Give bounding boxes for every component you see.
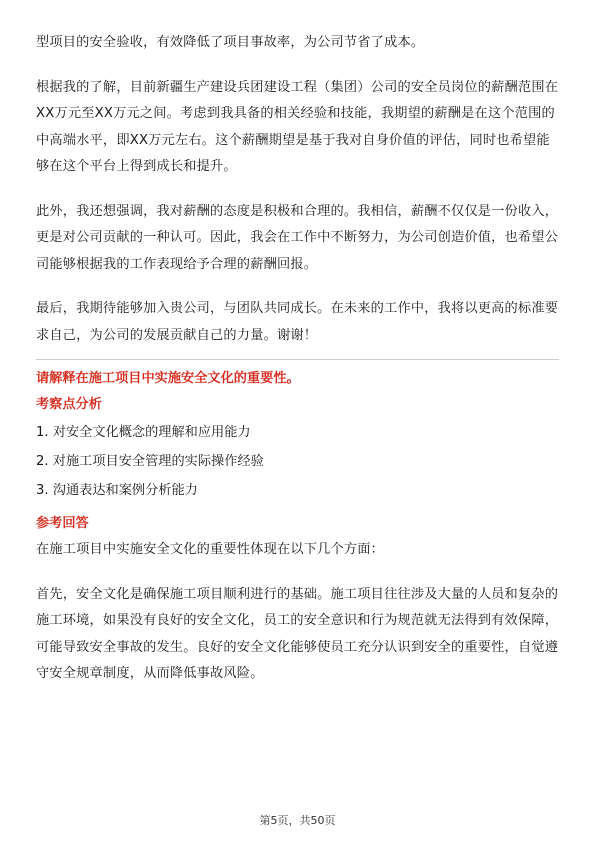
answer-title: 参考回答 xyxy=(36,516,89,531)
list-item: 2. 对施工项目安全管理的实际操作经验 xyxy=(36,454,264,469)
analysis-title: 考察点分析 xyxy=(36,397,102,412)
paragraph-salary-attitude: 此外，我还想强调，我对薪酬的态度是积极和合理的。我相信，薪酬不仅仅是一份收入，更是对公司贡献的一种认可。因此，我会在工作中不断努力，为公司创造价值，也希望公司能够根据我的工作表现给予合理的薪酬回报。 xyxy=(36,203,559,272)
analysis-list xyxy=(36,418,559,505)
list-item: 1. 对安全文化概念的理解和应用能力 xyxy=(36,425,251,440)
question-heading: 请解释在施工项目中实施安全文化的重要性。 xyxy=(36,371,300,386)
section-divider xyxy=(36,359,559,360)
list-item: 3. 沟通表达和案例分析能力 xyxy=(36,483,198,498)
paragraph-closing: 最后，我期待能够加入贵公司，与团队共同成长。在未来的工作中，我将以更高的标准要求自己，为公司的发展贡献自己的力量。谢谢！ xyxy=(36,301,559,343)
page-number-footer: 第5页，共50页 xyxy=(259,814,336,827)
paragraph-project-acceptance: 型项目的安全验收，有效降低了项目事故率，为公司节省了成本。 xyxy=(36,35,425,50)
paragraph-salary-range: 根据我的了解，目前新疆生产建设兵团建设工程（集团）公司的安全员岗位的薪酬范围在XX万元至XX万元之间。考虑到我具备的相关经验和技能，我期望的薪酬是在这个范围的中高端水平，即XX万元左右。这个薪酬期望是基于我对自身价值的评估，同时也希望能够在这个平台上得到成长和提升。 xyxy=(36,79,559,174)
answer-intro: 在施工项目中实施安全文化的重要性体现在以下几个方面： xyxy=(36,542,385,557)
answer-paragraph: 首先，安全文化是确保施工项目顺利进行的基础。施工项目往往涉及大量的人员和复杂的施工环境，如果没有良好的安全文化，员工的安全意识和行为规范就无法得到有效保障，可能导致安全事故的发生。良好的安全文化能够使员工充分认识到安全的重要性，自觉遵守安全规章制度，从而降低事故风险。 xyxy=(36,586,559,681)
